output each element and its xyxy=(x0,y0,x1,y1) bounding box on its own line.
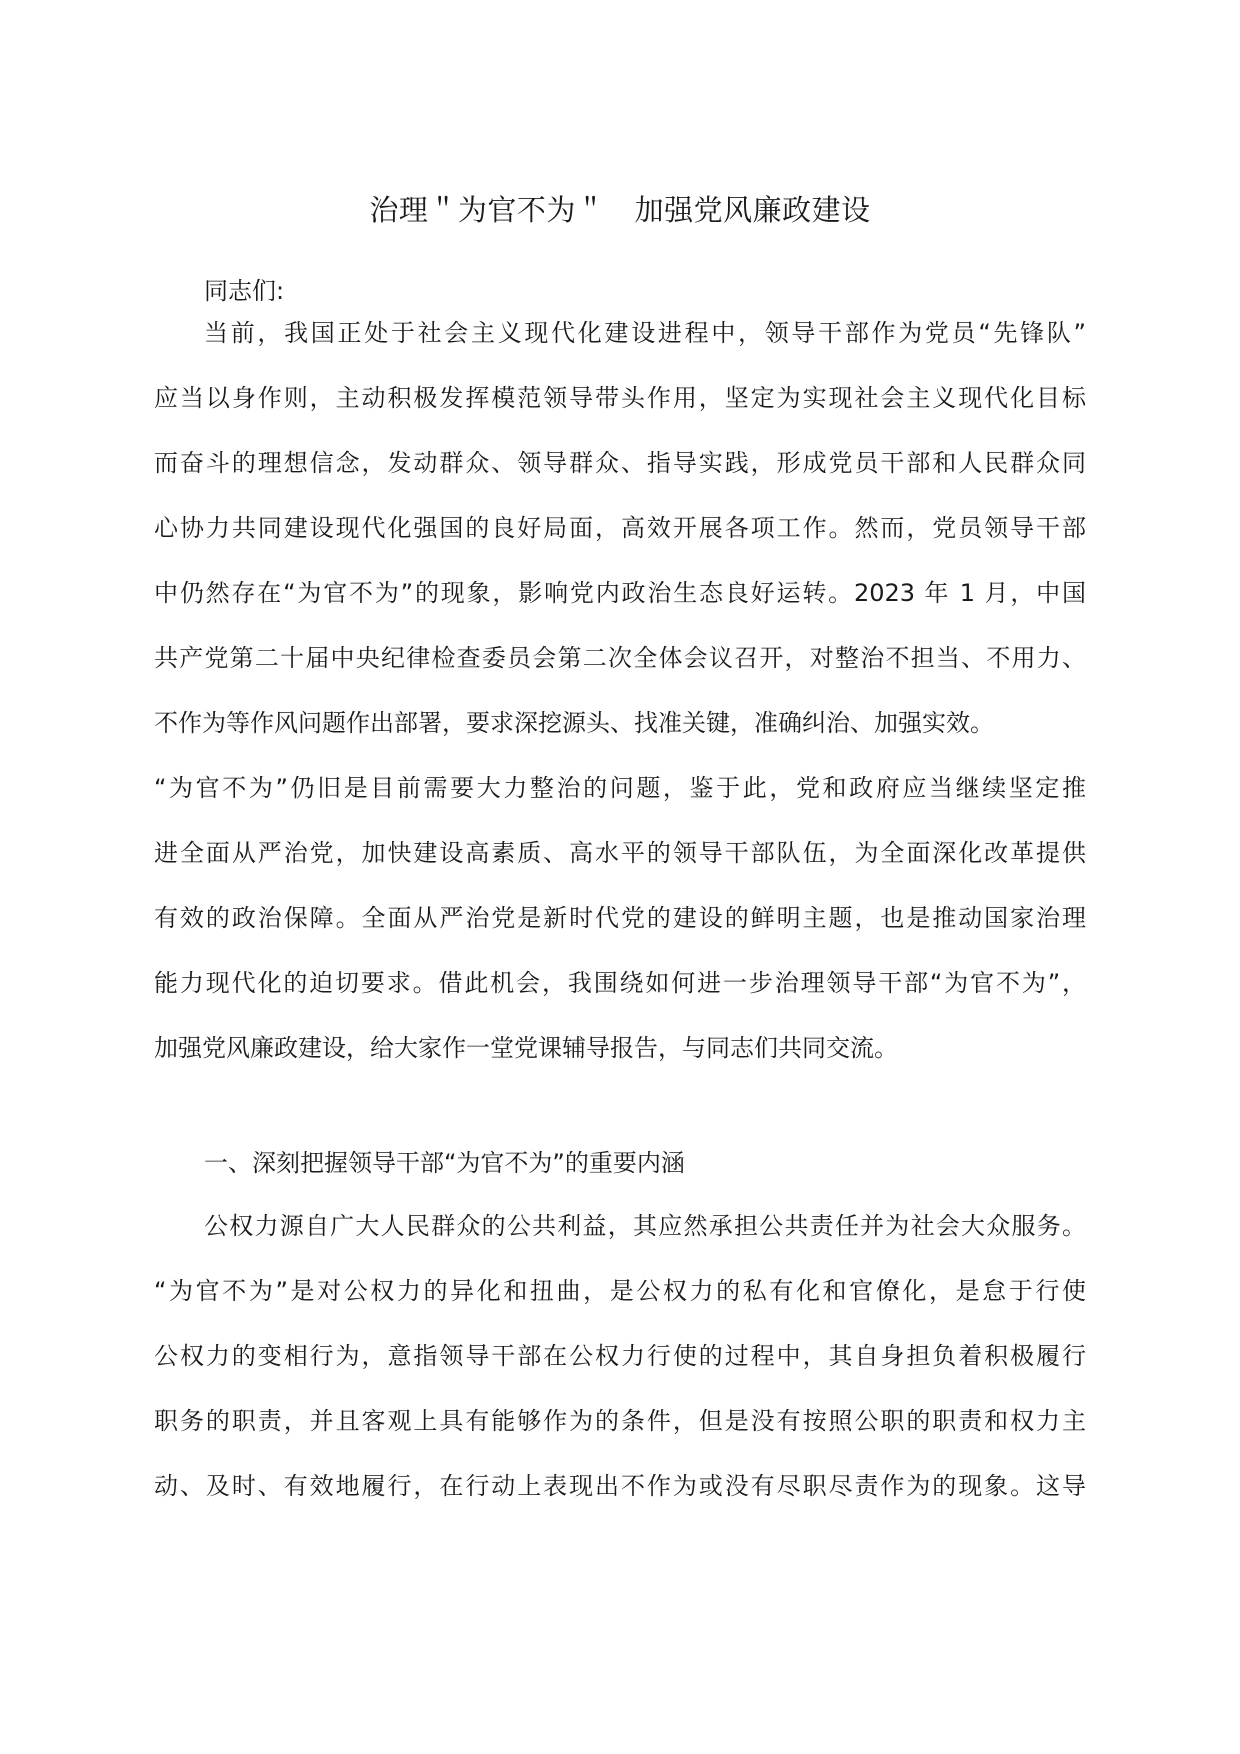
paragraph-line: 有效的政治保障。全面从严治党是新时代党的建设的鲜明主题，也是推动国家治理 xyxy=(154,904,1086,932)
paragraph-line: 而奋斗的理想信念，发动群众、领导群众、指导实践，形成党员干部和人民群众同 xyxy=(154,449,1086,477)
paragraph-line: 进全面从严治党，加快建设高素质、高水平的领导干部队伍，为全面深化改革提供 xyxy=(154,839,1086,867)
paragraph-2 xyxy=(154,1209,1086,1534)
paragraph-line: 职务的职责，并且客观上具有能够作为的条件，但是没有按照公职的职责和权力主 xyxy=(154,1407,1086,1435)
paragraph-line: 加强党风廉政建设，给大家作一堂党课辅导报告，与同志们共同交流。 xyxy=(154,1034,898,1062)
paragraph-line: 心协力共同建设现代化强国的良好局面，高效开展各项工作。然而，党员领导干部 xyxy=(154,514,1086,542)
paragraph-line: 应当以身作则，主动积极发挥模范领导带头作用，坚定为实现社会主义现代化目标 xyxy=(154,384,1086,412)
salutation: 同志们: xyxy=(204,277,285,305)
paragraph-line: 中仍然存在“为官不为”的现象，影响党内政治生态良好运转。2023 年 1 月，中国 xyxy=(154,579,1086,607)
paragraph-line: 动、及时、有效地履行，在行动上表现出不作为或没有尽职尽责作为的现象。这导 xyxy=(154,1472,1086,1500)
paragraph-line: 当前，我国正处于社会主义现代化建设进程中，领导干部作为党员“先锋队” xyxy=(204,319,1086,347)
paragraph-line: 共产党第二十届中央纪律检查委员会第二次全体会议召开，对整治不担当、不用力、 xyxy=(154,644,1086,672)
paragraph-line: 公权力的变相行为，意指领导干部在公权力行使的过程中，其自身担负着积极履行 xyxy=(154,1342,1086,1370)
paragraph-line: 公权力源自广大人民群众的公共利益，其应然承担公共责任并为社会大众服务。 xyxy=(204,1212,1086,1240)
paragraph-line: “为官不为”是对公权力的异化和扭曲，是公权力的私有化和官僚化，是怠于行使 xyxy=(154,1277,1086,1305)
paragraph-line: “为官不为”仍旧是目前需要大力整治的问题，鉴于此，党和政府应当继续坚定推 xyxy=(154,774,1086,802)
document-title: 治理＂为官不为＂ 加强党风廉政建设 xyxy=(369,193,871,227)
paragraph-line: 不作为等作风问题作出部署，要求深挖源头、找准关键，准确纠治、加强实效。 xyxy=(154,709,994,737)
paragraph-line: 能力现代化的迫切要求。借此机会，我围绕如何进一步治理领导干部“为官不为”， xyxy=(154,969,1086,997)
paragraph-1 xyxy=(154,316,1086,1096)
section-heading: 一、深刻把握领导干部“为官不为”的重要内涵 xyxy=(204,1149,685,1177)
